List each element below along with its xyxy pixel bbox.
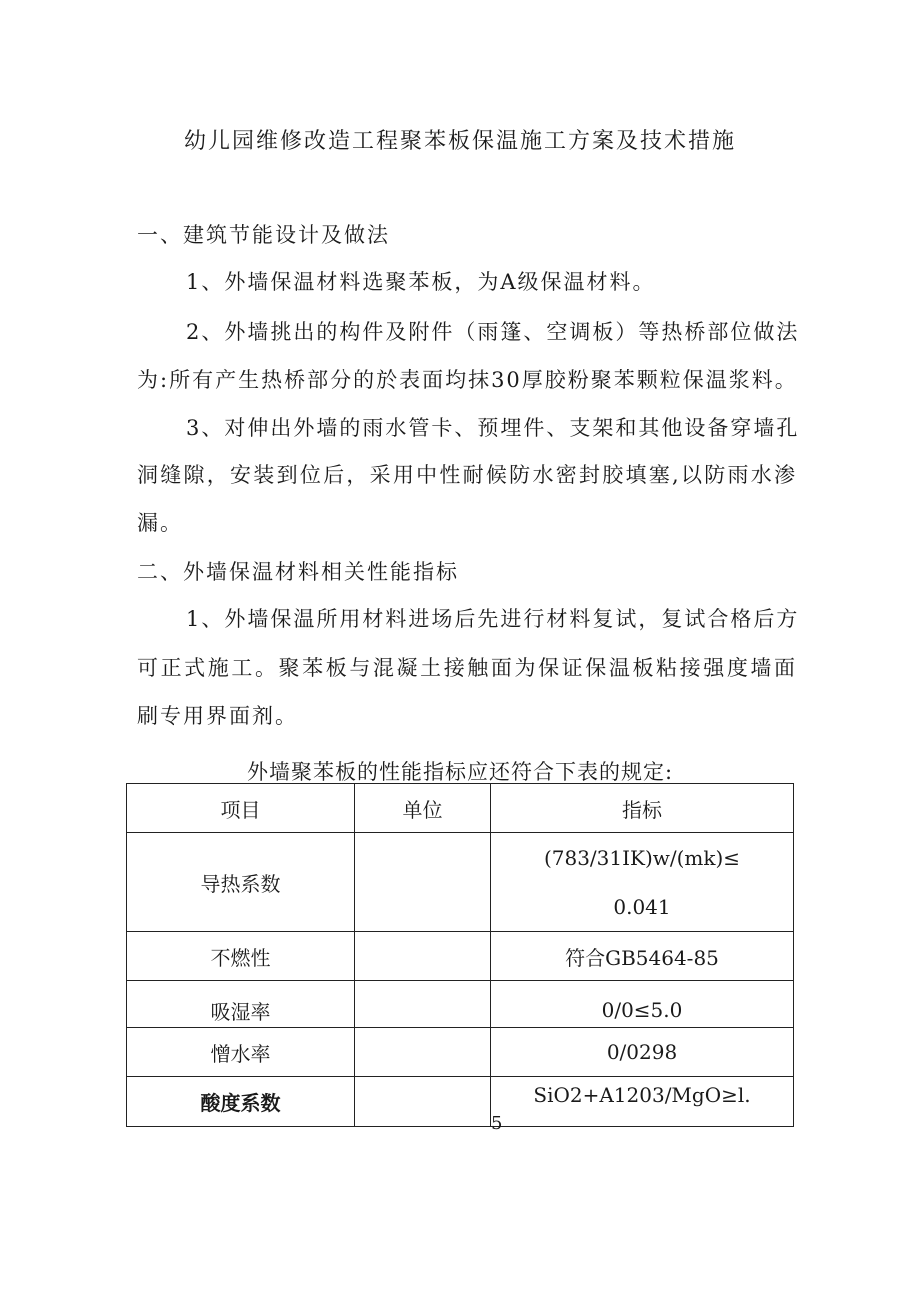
row-unit [355,1077,491,1127]
table-row [127,833,794,932]
row-value-main: SiO2+A1203/MgO≥l. [533,1082,751,1107]
performance-table [126,783,794,1134]
table-row [127,981,794,1028]
row-value: 0/0≤5.0 [491,981,794,1028]
section-1-item-1: 1、外墙保温材料选聚苯板，为A级保温材料。 [186,270,656,294]
section-1-item-3-line-1: 3、对伸出外墙的雨水管卡、预埋件、支架和其他设备穿墙孔 [186,416,800,440]
row-item: 酸度系数 [127,1077,355,1127]
table-header-row [127,784,794,833]
row-item: 吸湿率 [127,981,355,1028]
section-2-item-1-line-1: 1、外墙保温所用材料进场后先进行材料复试，复试合格后方 [186,607,800,631]
row-value-line-2: 0.041 [613,895,671,919]
row-unit [355,1028,491,1077]
table-row [127,1077,794,1127]
row-item: 憎水率 [127,1028,355,1077]
section-1-item-2-line-1: 2、外墙挑出的构件及附件（雨篷、空调板）等热桥部位做法 [186,320,800,344]
header-item: 项目 [127,784,355,833]
row-unit [355,833,491,932]
table-row [127,932,794,981]
section-1-item-3-line-3: 漏。 [137,511,183,535]
row-value: 符合GB5464-85 [491,932,794,981]
section-2-item-1-line-2: 可正式施工。聚苯板与混凝土接触面为保证保温板粘接强度墙面 [137,656,797,680]
section-1-item-3-line-2: 洞缝隙，安装到位后，采用中性耐候防水密封胶填塞,以防雨水渗 [137,463,797,487]
row-unit [355,932,491,981]
document-title: 幼儿园维修改造工程聚苯板保温施工方案及技术措施 [183,129,736,154]
row-value-tail: 5 [491,1113,503,1134]
row-value: 0/0298 [491,1028,794,1077]
section-2-item-1-line-3: 刷专用界面剂。 [137,704,298,728]
row-value [491,1077,794,1134]
row-item: 不燃性 [127,932,355,981]
row-value-line-1: (783/31IK)w/(mk)≤ [543,846,741,870]
row-value [491,833,794,932]
table-row [127,1028,794,1077]
row-unit [355,981,491,1028]
section-2-heading: 二、外墙保温材料相关性能指标 [137,560,459,584]
section-1-heading: 一、建筑节能设计及做法 [137,223,390,247]
table-caption: 外墙聚苯板的性能指标应还符合下表的规定: [246,760,674,784]
header-unit: 单位 [355,784,491,833]
section-1-item-2-line-2: 为:所有产生热桥部分的於表面均抹30厚胶粉聚苯颗粒保温浆料。 [137,368,798,392]
header-value: 指标 [491,784,794,833]
row-item: 导热系数 [127,833,355,932]
